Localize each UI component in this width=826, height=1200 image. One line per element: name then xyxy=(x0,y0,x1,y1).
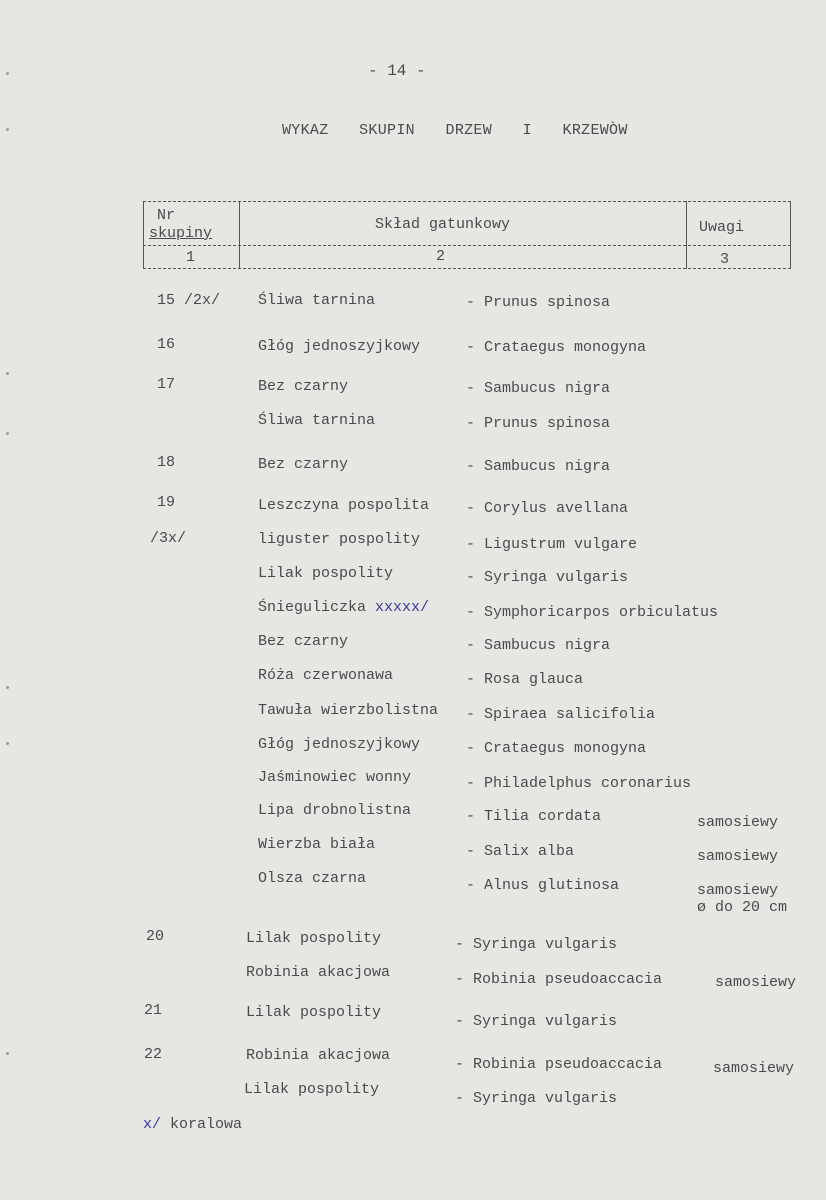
row-nr: /3x/ xyxy=(150,530,187,547)
row-pl: Bez czarny xyxy=(258,633,349,650)
footnote-mark: x/ xyxy=(143,1116,162,1133)
divider xyxy=(686,201,687,269)
row-lat: - Symphoricarpos orbiculatus xyxy=(466,604,719,621)
punch-mark xyxy=(6,372,9,375)
row-lat: - Tilia cordata xyxy=(466,808,602,825)
row-nr: 17 xyxy=(157,376,176,393)
row-pl: Głóg jednoszyjkowy xyxy=(258,736,421,753)
row-pl: Śliwa tarnina xyxy=(258,412,376,429)
table-header xyxy=(143,201,791,269)
header-nr-line2: skupiny xyxy=(149,225,213,242)
row-pl: liguster pospolity xyxy=(258,531,421,548)
row-lat: - Crataegus monogyna xyxy=(466,740,647,757)
row-lat: - Spiraea salicifolia xyxy=(466,706,656,723)
row-lat: - Corylus avellana xyxy=(466,500,629,517)
divider xyxy=(143,268,791,269)
row-nr: 15 /2x/ xyxy=(157,292,221,309)
row-lat: - Syringa vulgaris xyxy=(455,1013,618,1030)
row-lat: - Syringa vulgaris xyxy=(466,569,629,586)
row-lat: - Rosa glauca xyxy=(466,671,584,688)
row-lat: - Philadelphus coronarius xyxy=(466,775,692,792)
row-lat: - Sambucus nigra xyxy=(466,458,611,475)
row-lat: - Sambucus nigra xyxy=(466,380,611,397)
row-pl: Tawuła wierzbolistna xyxy=(258,702,439,719)
row-pl: Lilak pospolity xyxy=(246,1004,382,1021)
row-lat: - Robinia pseudoaccacia xyxy=(455,971,663,988)
row-uwagi: samosiewy xyxy=(713,1060,795,1077)
row-pl: Lilak pospolity xyxy=(246,930,382,947)
row-pl: Jaśminowiec wonny xyxy=(258,769,412,786)
row-pl: Robinia akacjowa xyxy=(246,1047,391,1064)
row-pl: Bez czarny xyxy=(258,378,349,395)
divider xyxy=(143,201,791,202)
header-num-2: 2 xyxy=(436,248,446,265)
handwritten-mark: xxxxx/ xyxy=(375,599,430,616)
footnote-text: koralowa xyxy=(170,1116,243,1133)
divider xyxy=(143,245,791,246)
punch-mark xyxy=(6,742,9,745)
page-title: WYKAZ SKUPIN DRZEW I KRZEWÒW xyxy=(282,122,628,139)
header-nr-line1: Nr xyxy=(157,207,176,224)
footnote xyxy=(143,1116,242,1133)
punch-mark xyxy=(6,432,9,435)
header-num-3: 3 xyxy=(720,251,730,268)
row-uwagi-diameter: ø do 20 cm xyxy=(697,899,788,916)
row-uwagi: samosiewy xyxy=(715,974,797,991)
row-nr: 22 xyxy=(144,1046,163,1063)
divider xyxy=(239,201,240,269)
row-pl: Śliwa tarnina xyxy=(258,292,376,309)
row-lat: - Alnus glutinosa xyxy=(466,877,620,894)
header-num-1: 1 xyxy=(186,249,196,266)
punch-mark xyxy=(6,72,9,75)
row-lat: - Robinia pseudoaccacia xyxy=(455,1056,663,1073)
row-nr: 18 xyxy=(157,454,176,471)
header-uwagi: Uwagi xyxy=(699,219,745,236)
row-lat: - Syringa vulgaris xyxy=(455,936,618,953)
row-pl: Leszczyna pospolita xyxy=(258,497,430,514)
row-pl: Lilak pospolity xyxy=(244,1081,380,1098)
row-lat: - Prunus spinosa xyxy=(466,415,611,432)
row-lat: - Sambucus nigra xyxy=(466,637,611,654)
row-pl: Głóg jednoszyjkowy xyxy=(258,338,421,355)
row-nr: 21 xyxy=(144,1002,163,1019)
row-pl: Wierzba biała xyxy=(258,836,376,853)
row-uwagi: samosiewy xyxy=(697,848,779,865)
row-pl: Olsza czarna xyxy=(258,870,367,887)
row-nr: 20 xyxy=(146,928,165,945)
row-lat: - Syringa vulgaris xyxy=(455,1090,618,1107)
row-uwagi: samosiewy xyxy=(697,882,779,899)
divider xyxy=(790,201,791,269)
row-pl: Lipa drobnolistna xyxy=(258,802,412,819)
row-uwagi: samosiewy xyxy=(697,814,779,831)
row-lat: - Prunus spinosa xyxy=(466,294,611,311)
row-lat: - Salix alba xyxy=(466,843,575,860)
row-pl: Bez czarny xyxy=(258,456,349,473)
page-number: - 14 - xyxy=(368,62,426,80)
row-pl: Śnieguliczka xxxxx/ xyxy=(258,599,430,616)
row-pl: Róża czerwonawa xyxy=(258,667,394,684)
row-lat: - Ligustrum vulgare xyxy=(466,536,638,553)
punch-mark xyxy=(6,128,9,131)
divider xyxy=(143,201,144,269)
row-nr: 16 xyxy=(157,336,176,353)
row-nr: 19 xyxy=(157,494,176,511)
punch-mark xyxy=(6,686,9,689)
row-lat: - Crataegus monogyna xyxy=(466,339,647,356)
row-pl: Robinia akacjowa xyxy=(246,964,391,981)
header-sklad: Skład gatunkowy xyxy=(375,216,511,233)
row-pl: Lilak pospolity xyxy=(258,565,394,582)
punch-mark xyxy=(6,1052,9,1055)
